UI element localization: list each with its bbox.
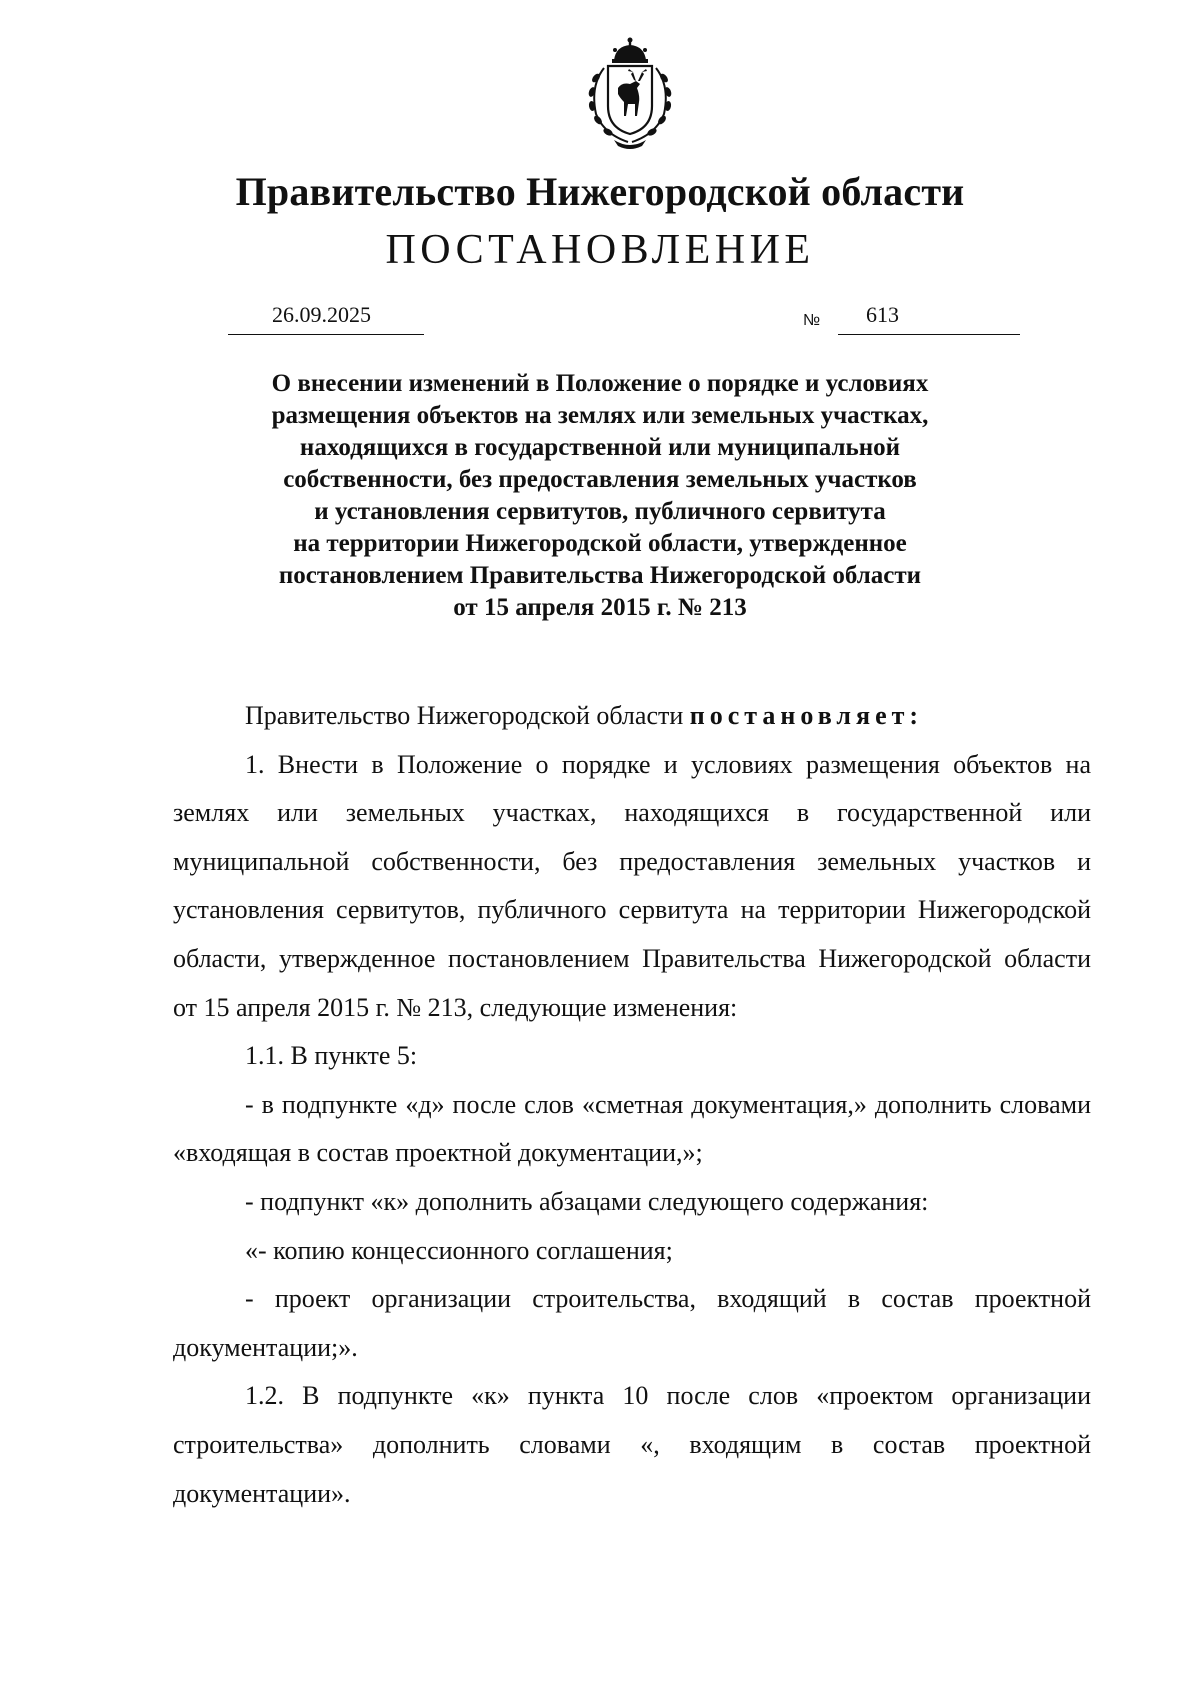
government-title: Правительство Нижегородской области: [235, 169, 965, 214]
subject-line: размещения объектов на землях или земельных участках,: [271, 402, 929, 429]
subject-line: О внесении изменений в Положение о порядке и условиях: [271, 370, 929, 397]
date-field: [228, 302, 424, 335]
preamble-text: Правительство Нижегородской области: [245, 701, 690, 730]
paragraph-item-1: 1. Внести в Положение о порядке и условиях размещения объектов на землях или земельных участках, находящихся в государственной или муниципальной собственности, без предоставления земельных участков и установления сервитутов, публичного сервитута на территории Нижегородской области, утвержденное постановлением Правительства Нижегородской области от 15 апреля 2015 г. № 213, следующие изменения:: [173, 749, 1091, 1022]
paragraph-item-1-1-b: - подпункт «к» дополнить абзацами следующего содержания:: [245, 1186, 929, 1216]
subject-line: находящихся в государственной или муниципальной: [299, 434, 901, 461]
paragraph-item-1-1-c: «- копию концессионного соглашения;: [245, 1235, 673, 1265]
preamble-paragraph: [173, 692, 1091, 741]
document-number: 613: [866, 302, 899, 327]
subject-line: на территории Нижегородской области, утвержденное: [293, 530, 907, 557]
paragraph-item-1-2: 1.2. В подпункте «к» пункта 10 после слов «проектом организации строительства» дополнить словами «, входящим в состав проектной документации».: [173, 1381, 1091, 1508]
paragraph-item-1-1-a: - в подпункте «д» после слов «сметная документация,» дополнить словами «входящая в состав проектной документации,»;: [173, 1089, 1091, 1168]
number-sign: №: [803, 312, 821, 329]
document-type: ПОСТАНОВЛЕНИЕ: [385, 227, 815, 273]
document-body: [173, 692, 1091, 1518]
document-date: 26.09.2025: [272, 302, 371, 327]
paragraph-item-1-1: 1.1. В пункте 5:: [245, 1041, 418, 1071]
subject-line: постановлением Правительства Нижегородской области: [278, 562, 922, 589]
coat-of-arms-emblem: [570, 36, 690, 150]
paragraph-item-1-1-d: - проект организации строительства, входящий в состав проектной документации;».: [173, 1284, 1091, 1362]
subject-line: от 15 апреля 2015 г. № 213: [453, 594, 747, 621]
decree-word: постановляет:: [689, 701, 924, 730]
document-subject: [200, 368, 1000, 624]
subject-line: собственности, без предоставления земельных участков: [283, 466, 917, 493]
subject-line: и установления сервитутов, публичного сервитута: [314, 498, 886, 525]
number-field: [838, 302, 1020, 335]
